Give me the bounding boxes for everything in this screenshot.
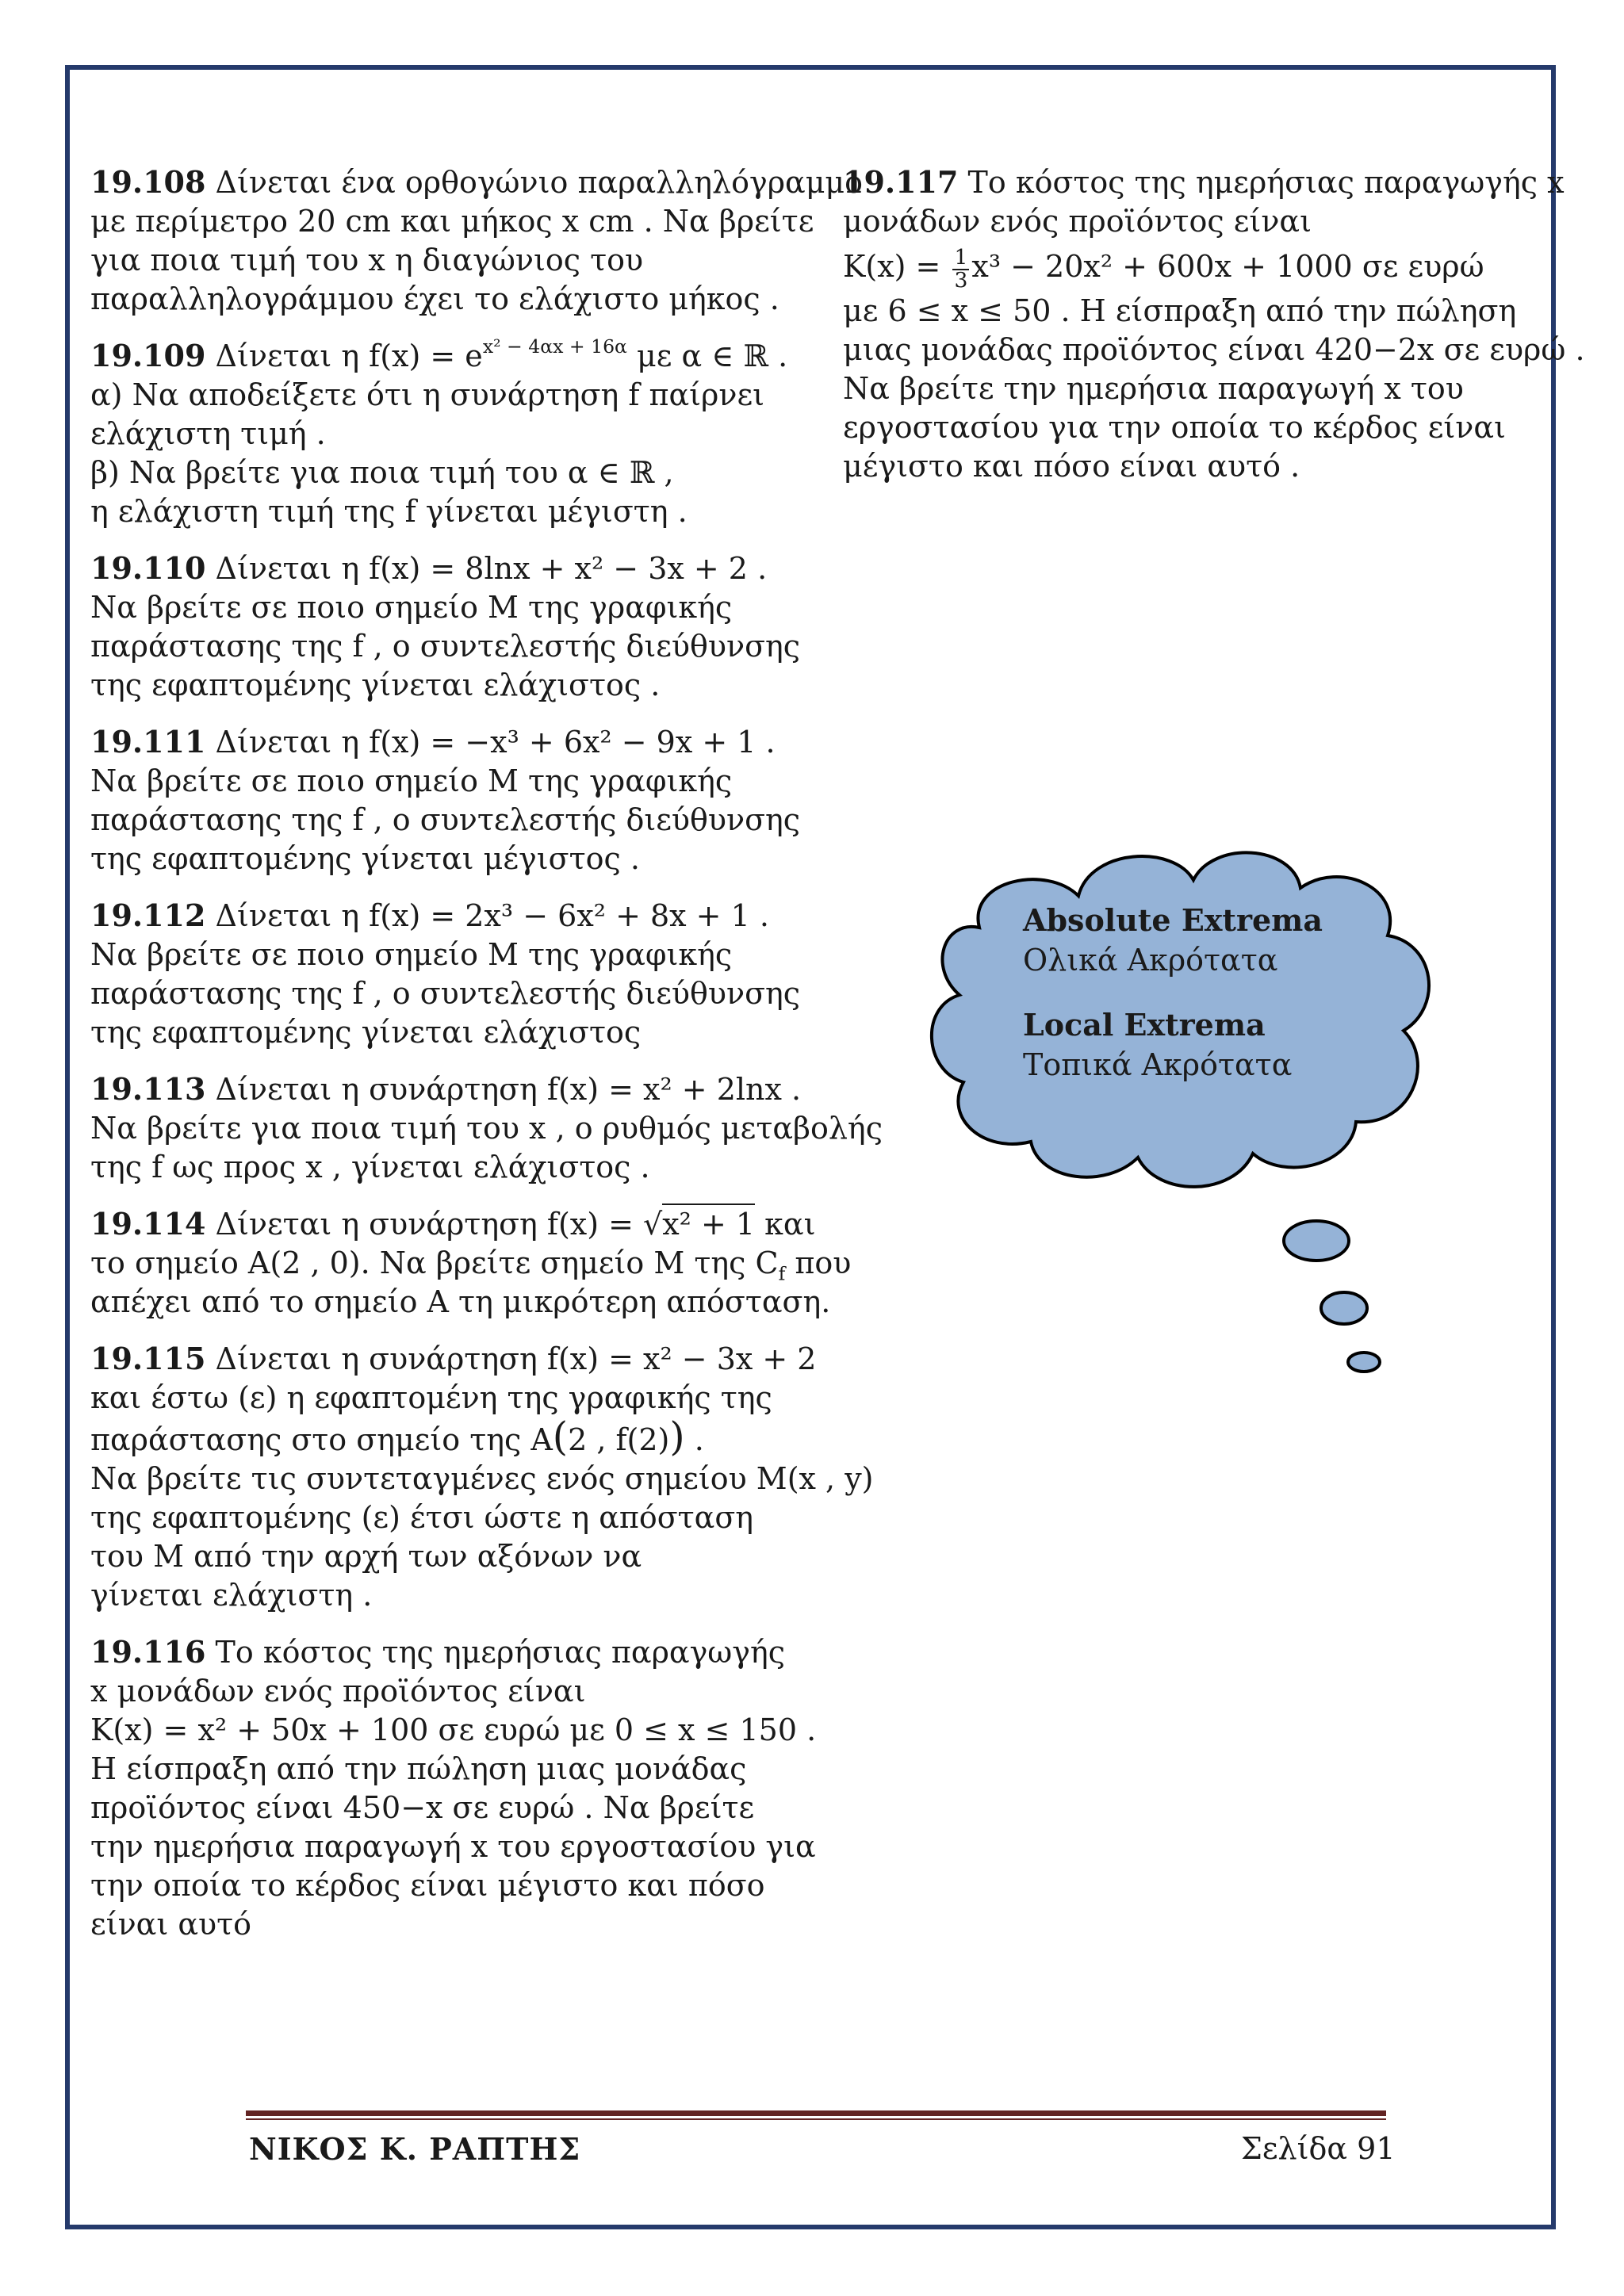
exercise-number: 19.112 [90,897,206,933]
exercise-text: για ποια τιμή του x η διαγώνιος του [90,243,644,277]
exercise-19-116 [90,1632,820,1944]
exercise-text: η ελάχιστη τιμή της f γίνεται μέγιστη . [90,494,688,529]
exercise-number: 19.115 [90,1341,206,1376]
footer-author: ΝΙΚΟΣ Κ. ΡΑΠΤΗΣ [249,2131,581,2167]
exercise-number: 19.109 [90,338,206,373]
exercise-formula-tail: x³ − 20x² + 600x + 1000 σε ευρώ [971,249,1484,284]
exercise-19-113 [90,1070,883,1187]
exercise-text: που [785,1246,852,1280]
exercise-text: α) Να αποδείξετε ότι η συνάρτηση f παίρνει [90,377,765,412]
exercise-19-108 [90,163,863,319]
exercise-text: παράστασης στο σημείο της A [90,1422,553,1457]
exercise-text: Να βρείτε για ποια τιμή του x , ο ρυθμός μεταβολής [90,1111,883,1146]
exercise-text: της f ως προς x , γίνεται ελάχιστος . [90,1150,650,1184]
exercise-number: 19.117 [843,164,959,200]
exercise-19-117 [843,163,1585,486]
exercise-formula-tail: με α ∈ ℝ . [626,339,788,373]
footer-rule [246,2110,1386,2122]
sqrt-sign: √ [643,1207,663,1242]
exercise-text: την οποία το κέρδος είναι μέγιστο και πόσο [90,1868,765,1903]
exercise-text: ελάχιστη τιμή . [90,416,326,451]
exercise-19-115: 19.115 Δίνεται η συνάρτηση f(x) = x² − 3x + 2 και έστω (ε) η εφαπτομένη της γραφικής της παράστασης στο σημείο της A(2 , f(2)) . Να βρείτε τις συντεταγμένες ενός σημείου M(x , y) της εφαπτομένης (ε) έτσι ώστε η απόσταση του M από την αρχή των αξόνων να γίνεται ελάχιστη . [90,1339,820,1615]
fraction [952,244,969,293]
exercise-text: Δίνεται η f(x) = −x³ + 6x² − 9x + 1 . [215,725,776,760]
exercise-text: Να βρείτε σε ποιο σημείο M της γραφικής [90,937,733,972]
point-coords: 2 , f(2) [568,1422,670,1457]
exercise-text: εργοστασίου για την οποία το κέρδος είναι [843,410,1506,445]
exercise-text: Δίνεται ένα ορθογώνιο παραλληλόγραμμο [215,165,863,200]
exercise-formula-lead: K(x) = [843,249,951,284]
exercise-text: Το κόστος της ημερήσιας παραγωγής x [967,165,1565,200]
exercise-number: 19.111 [90,724,206,760]
exercise-19-110 [90,549,820,705]
exercise-text: της εφαπτομένης (ε) έτσι ώστε η απόσταση [90,1500,754,1535]
exercise-text: Δίνεται η συνάρτηση f(x) = x² − 3x + 2 [215,1341,817,1376]
cloud-subtitle-absolute: Ολικά Ακρότατα [1023,943,1278,978]
exercise-text: απέχει από το σημείο A τη μικρότερη απόσταση. [90,1284,831,1319]
exercise-19-112 [90,896,820,1052]
exercise-text: . [684,1422,704,1457]
exercise-text: K(x) = x² + 50x + 100 σε ευρώ με 0 ≤ x ≤ 150 . [90,1712,817,1747]
exercise-number: 19.108 [90,164,206,200]
exercise-text: προϊόντος είναι 450−x σε ευρώ . Να βρείτε [90,1790,755,1825]
exercise-number: 19.113 [90,1071,206,1107]
exercise-text: και έστω (ε) η εφαπτομένη της γραφικής της [90,1380,772,1415]
exercise-text: Δίνεται η συνάρτηση f(x) = x² + 2lnx . [215,1072,802,1107]
exercise-formula-tail: και [755,1207,816,1242]
exercise-text: της εφαπτομένης γίνεται μέγιστος . [90,841,640,876]
exercise-text: Να βρείτε σε ποιο σημείο M της γραφικής [90,590,733,625]
exercise-number: 19.110 [90,550,206,586]
exercise-19-114 [90,1204,852,1322]
exercise-number: 19.116 [90,1634,206,1670]
exercise-19-111 [90,722,820,878]
exercise-19-109 [90,336,820,531]
cloud-subtitle-local: Τοπικά Ακρότατα [1023,1047,1293,1082]
left-column [90,163,883,1944]
sqrt-radicand: x² + 1 [662,1203,755,1242]
exercise-text: το σημείο A(2 , 0). Να βρείτε σημείο M της C [90,1246,779,1280]
cloud-title-absolute: Absolute Extrema [1023,902,1323,938]
exercise-formula-exponent: x² − 4αx + 16α [482,335,627,358]
exercise-number: 19.114 [90,1206,206,1242]
exercise-text: είναι αυτό [90,1907,251,1942]
exercise-text: του M από την αρχή των αξόνων να [90,1539,642,1574]
exercise-text: β) Να βρείτε για ποια τιμή του α ∈ ℝ , [90,455,674,490]
exercise-text: μέγιστο και πόσο είναι αυτό . [843,449,1300,484]
cloud-text [1023,901,1323,1085]
exercise-text: την ημερήσια παραγωγή x του εργοστασίου για [90,1829,816,1864]
exercise-text: μιας μονάδας προϊόντος είναι 420−2x σε ευρώ . [843,332,1585,367]
fraction-numerator: 1 [954,244,968,270]
exercise-text: Να βρείτε την ημερήσια παραγωγή x του [843,371,1464,406]
exercise-text: Δίνεται η f(x) = 2x³ − 6x² + 8x + 1 . [215,898,769,933]
exercise-text: γίνεται ελάχιστη . [90,1578,373,1613]
exercise-formula-lead: Δίνεται η συνάρτηση f(x) = [215,1207,644,1242]
exercise-text: παράστασης της f , ο συντελεστής διεύθυνσης [90,802,801,837]
exercise-text: Να βρείτε τις συντεταγμένες ενός σημείου M(x , y) [90,1461,874,1496]
exercise-text: της εφαπτομένης γίνεται ελάχιστος . [90,668,661,702]
exercise-text: μονάδων ενός προϊόντος είναι [843,204,1312,239]
exercise-text: παράστασης της f , ο συντελεστής διεύθυνσης [90,629,801,664]
subscript: f [778,1262,786,1285]
right-column [843,163,1585,486]
exercise-text: x μονάδων ενός προϊόντος είναι [90,1674,586,1709]
exercise-text: Να βρείτε σε ποιο σημείο M της γραφικής [90,763,733,798]
cloud-title-local: Local Extrema [1023,1007,1266,1043]
exercise-text: Το κόστος της ημερήσιας παραγωγής [215,1635,786,1670]
exercise-formula-lead: Δίνεται η f(x) = e [215,339,483,373]
exercise-text: παράστασης της f , ο συντελεστής διεύθυνσης [90,976,801,1011]
exercise-text: παραλληλογράμμου έχει το ελάχιστο μήκος . [90,281,779,316]
exercise-text: Δίνεται η f(x) = 8lnx + x² − 3x + 2 . [215,551,768,586]
exercise-text: με περίμετρο 20 cm και μήκος x cm . Να βρείτε [90,204,814,239]
fraction-denominator: 3 [954,267,968,293]
footer-page-number: Σελίδα 91 [1241,2131,1396,2166]
exercise-text: με 6 ≤ x ≤ 50 . Η είσπραξη από την πώληση [843,293,1517,328]
exercise-text: Η είσπραξη από την πώληση μιας μονάδας [90,1751,747,1786]
exercise-text: της εφαπτομένης γίνεται ελάχιστος [90,1015,642,1050]
